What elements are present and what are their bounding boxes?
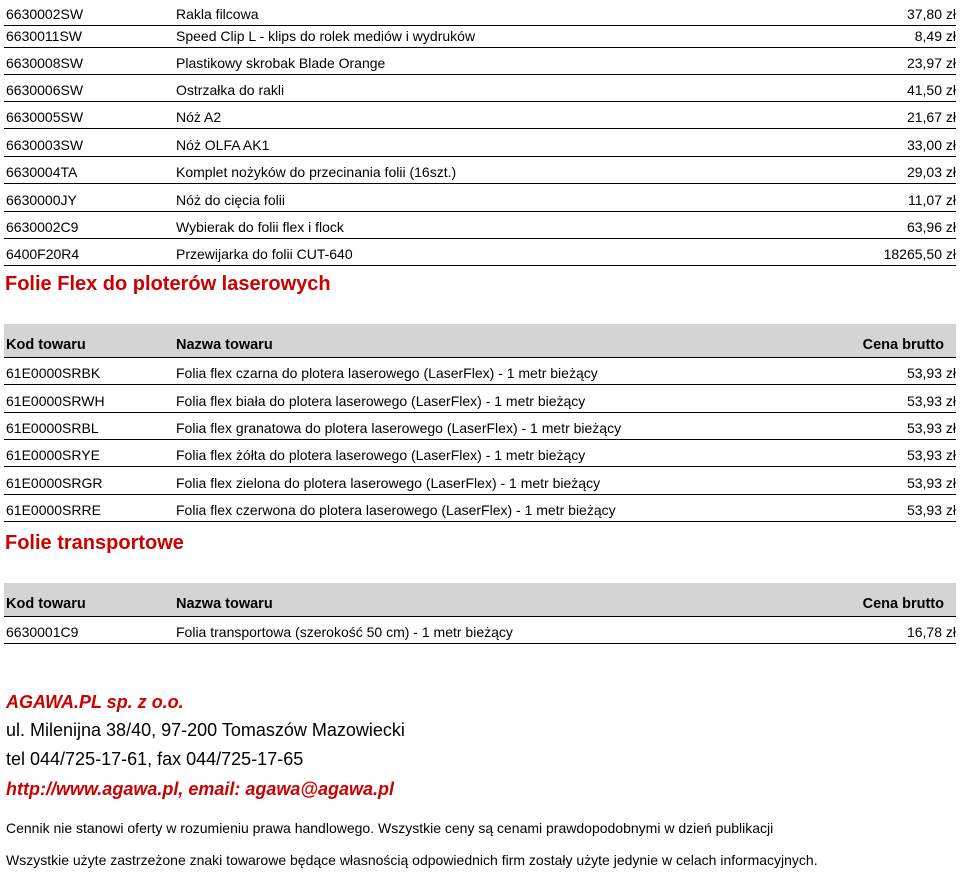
product-code: 6630003SW: [6, 137, 84, 153]
product-code: 6630005SW: [6, 109, 84, 125]
table-row: [4, 618, 956, 644]
table-row: [4, 496, 956, 522]
table-row: [4, 22, 956, 48]
product-price: 53,93 zł: [906, 447, 956, 463]
product-name: Folia transportowa (szerokość 50 cm) - 1 metr bieżący: [176, 624, 513, 640]
product-price: 33,00 zł: [906, 137, 956, 153]
product-name: Nóż do cięcia folii: [176, 192, 285, 208]
product-code: 61E0000SRBK: [6, 365, 101, 381]
header-code: Kod towaru: [6, 596, 86, 612]
product-name: Speed Clip L - klips do rolek mediów i wydruków: [176, 28, 476, 44]
product-name: Folia flex czarna do plotera laserowego (LaserFlex) - 1 metr bieżący: [176, 365, 598, 381]
product-name: Folia flex żółta do plotera laserowego (LaserFlex) - 1 metr bieżący: [176, 447, 586, 463]
product-code: 6630002SW: [6, 6, 84, 22]
table-row: [4, 131, 956, 157]
product-price: 53,93 zł: [906, 475, 956, 491]
product-price: 41,50 zł: [906, 82, 956, 98]
product-price: 29,03 zł: [906, 164, 956, 180]
product-code: 6630011SW: [6, 28, 83, 44]
product-code: 6400F20R4: [6, 246, 80, 262]
table-header-transport: [4, 583, 956, 617]
product-code: 61E0000SRYE: [6, 447, 100, 463]
product-price: 63,96 zł: [906, 219, 956, 235]
product-price: 37,80 zł: [906, 6, 956, 22]
table-row: [4, 240, 956, 266]
product-name: Folia flex granatowa do plotera laserowego (LaserFlex) - 1 metr bieżący: [176, 420, 622, 436]
product-code: 6630002C9: [6, 219, 79, 235]
product-price: 53,93 zł: [906, 420, 956, 436]
table-row: [4, 359, 956, 385]
section-title-transport: Folie transportowe: [5, 532, 184, 554]
product-code: 61E0000SRRE: [6, 502, 101, 518]
product-name: Nóż OLFA AK1: [176, 137, 270, 153]
table-row: [4, 469, 956, 495]
company-web-link[interactable]: http://www.agawa.pl, email: agawa@agawa.pl: [6, 779, 394, 799]
product-name: Nóż A2: [176, 109, 222, 125]
company-address: ul. Milenijna 38/40, 97-200 Tomaszów Mazowiecki: [6, 720, 405, 740]
product-name: Wybierak do folii flex i flock: [176, 219, 344, 235]
product-code: 61E0000SRGR: [6, 475, 103, 491]
product-price: 53,93 zł: [906, 393, 956, 409]
product-price: 53,93 zł: [906, 502, 956, 518]
header-price: Cena brutto: [862, 337, 944, 353]
section-title-flex: Folie Flex do ploterów laserowych: [5, 273, 331, 295]
product-price: 23,97 zł: [906, 55, 956, 71]
company-phone: tel 044/725-17-61, fax 044/725-17-65: [6, 749, 304, 769]
product-code: 6630000JY: [6, 192, 77, 208]
product-price: 18265,50 zł: [883, 246, 956, 262]
product-name: Komplet nożyków do przecinania folii (16szt.): [176, 164, 457, 180]
product-code: 6630008SW: [6, 55, 84, 71]
table-row: [4, 103, 956, 129]
disclaimer-text: Cennik nie stanowi oferty w rozumieniu prawa handlowego. Wszystkie ceny są cenami prawdopodobnymi w dzień publikacji: [6, 820, 774, 836]
product-price: 53,93 zł: [906, 365, 956, 381]
product-name: Folia flex biała do plotera laserowego (LaserFlex) - 1 metr bieżący: [176, 393, 586, 409]
header-price: Cena brutto: [862, 596, 944, 612]
product-code: 61E0000SRBL: [6, 420, 99, 436]
product-name: Folia flex zielona do plotera laserowego (LaserFlex) - 1 metr bieżący: [176, 475, 601, 491]
table-row: [4, 76, 956, 102]
table-row: [4, 414, 956, 440]
product-price: 11,07 zł: [908, 192, 956, 208]
product-code: 6630006SW: [6, 82, 84, 98]
trademark-text: Wszystkie użyte zastrzeżone znaki towarowe będące własnością odpowiednich firm zostały użyte jedynie w celach informacyjnych.: [6, 852, 818, 868]
product-code: 6630004TA: [6, 164, 78, 180]
product-price: 21,67 zł: [906, 109, 956, 125]
product-name: Plastikowy skrobak Blade Orange: [176, 55, 386, 71]
product-name: Przewijarka do folii CUT-640: [176, 246, 353, 262]
company-name: AGAWA.PL sp. z o.o.: [6, 692, 184, 712]
table-header-flex: [4, 324, 956, 358]
table-row: [4, 49, 956, 75]
product-name: Ostrzałka do rakli: [176, 82, 285, 98]
product-code: 61E0000SRWH: [6, 393, 105, 409]
product-name: Rakla filcowa: [176, 6, 259, 22]
table-row: [4, 441, 956, 467]
table-row: [4, 186, 956, 212]
product-price: 8,49 zł: [914, 28, 956, 44]
product-name: Folia flex czerwona do plotera laserowego (LaserFlex) - 1 metr bieżący: [176, 502, 616, 518]
header-name: Nazwa towaru: [176, 596, 273, 612]
table-row: [4, 213, 956, 239]
table-row: [4, 158, 956, 184]
product-code: 6630001C9: [6, 624, 79, 640]
header-name: Nazwa towaru: [176, 337, 273, 353]
header-code: Kod towaru: [6, 337, 86, 353]
table-row: [4, 387, 956, 413]
product-price: 16,78 zł: [906, 624, 956, 640]
